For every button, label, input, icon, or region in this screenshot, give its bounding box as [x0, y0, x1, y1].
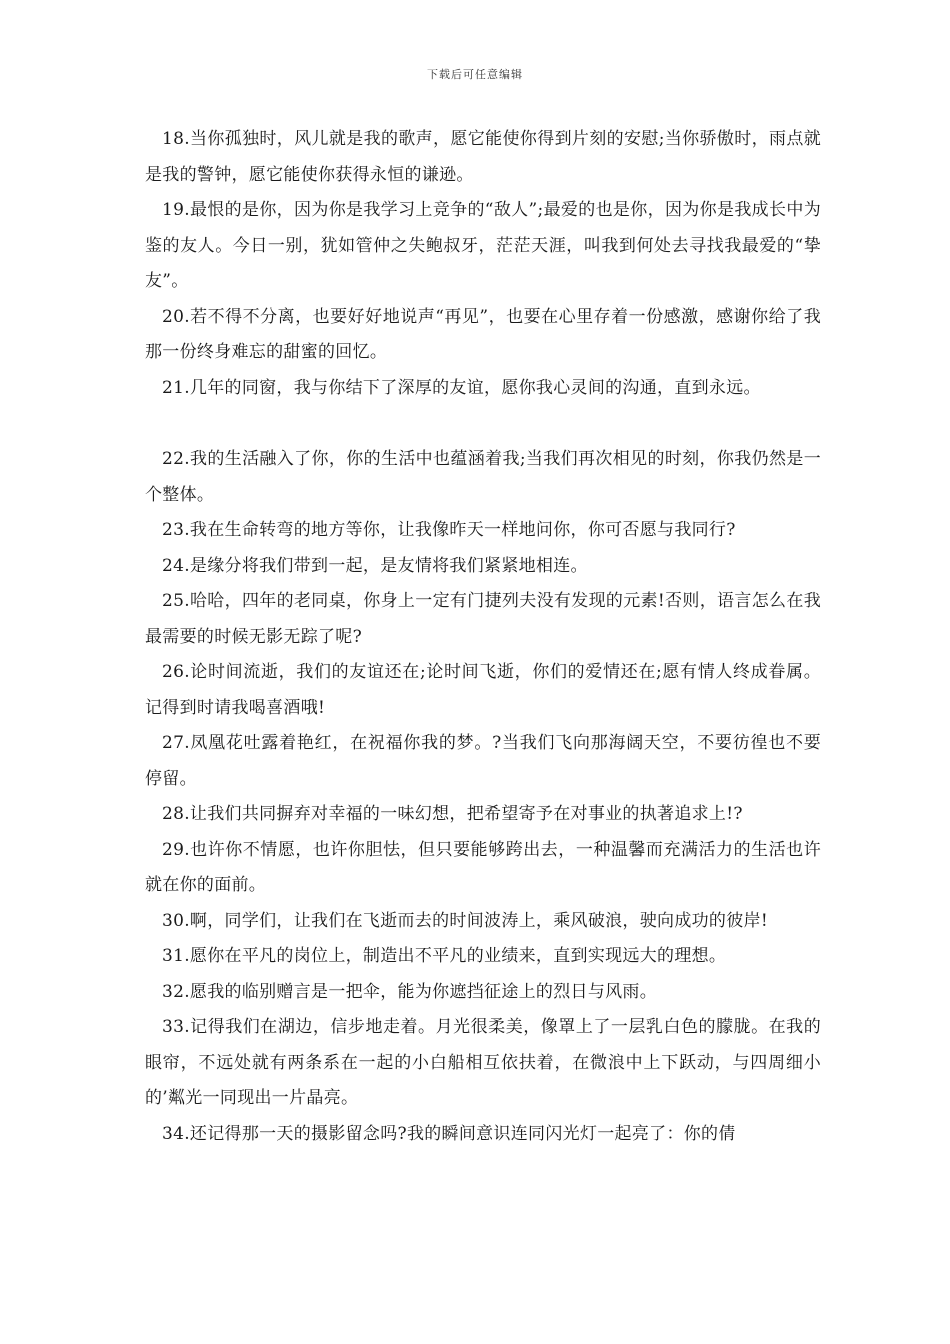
paragraph-29: 29.也许你不情愿，也许你胆怯，但只要能够跨出去，一种温馨而充满活力的生活也许就在你的面前。: [145, 839, 821, 895]
paragraph-26: 26.论时间流逝，我们的友谊还在;论时间飞逝，你们的爱情还在;愿有情人终成眷属。记得到时请我喝喜酒哦!: [145, 662, 821, 718]
paragraph-33: 33.记得我们在湖边，信步地走着。月光很柔美，像罩上了一层乳白色的朦胧。在我的眼帘，不远处就有两条系在一起的小白船相互依扶着，在微浪中上下跃动，与四周细小的’粼光一同现出一片晶亮。: [145, 1017, 821, 1108]
paragraph-32: 32.愿我的临别赠言是一把伞，能为你遮挡征途上的烈日与风雨。: [162, 981, 658, 1002]
paragraph-23: 23.我在生命转弯的地方等你，让我像昨天一样地问你，你可否愿与我同行?: [162, 520, 736, 540]
paragraph-19: 19.最恨的是你，因为你是我学习上竞争的“敌人”;最爱的也是你，因为你是我成长中为鉴的友人。今日一别，犹如管仲之失鲍叔牙，茫茫天涯，叫我到何处去寻找我最爱的“挚友”。: [145, 200, 821, 291]
paragraph-22: 22.我的生活融入了你，你的生活中也蕴涵着我;当我们再次相见的时刻，你我仍然是一个整体。: [145, 449, 821, 505]
paragraph-25: 25.哈哈，四年的老同桌，你身上一定有门捷列夫没有发现的元素!否则，语言怎么在我最需要的时候无影无踪了呢?: [145, 591, 821, 647]
paragraph-31: 31.愿你在平凡的岗位上，制造出不平凡的业绩来，直到实现远大的理想。: [162, 946, 727, 966]
paragraph-18: 18.当你孤独时，风儿就是我的歌声，愿它能使你得到片刻的安慰;当你骄傲时，雨点就是我的警钟，愿它能使你获得永恒的谦逊。: [145, 129, 821, 185]
document-body: [145, 122, 821, 1152]
paragraph-28: 28.让我们共同摒弃对幸福的一味幻想，把希望寄予在对事业的执著追求上!?: [162, 804, 743, 824]
paragraph-27: 27.凤凰花吐露着艳红，在祝福你我的梦。?当我们飞向那海阔天空，不要彷徨也不要停留。: [145, 733, 821, 789]
paragraph-20: 20.若不得不分离，也要好好地说声“再见”，也要在心里存着一份感激，感谢你给了我那一份终身难忘的甜蜜的回忆。: [145, 306, 821, 362]
paragraph-24: 24.是缘分将我们带到一起，是友情将我们紧紧地相连。: [162, 555, 588, 576]
page-header: 下载后可任意编辑: [427, 68, 523, 81]
paragraph-30: 30.啊，同学们，让我们在飞逝而去的时间波涛上，乘风破浪，驶向成功的彼岸!: [162, 910, 768, 931]
paragraph-34: 34.还记得那一天的摄影留念吗?我的瞬间意识连同闪光灯一起亮了：你的倩: [162, 1123, 736, 1144]
paragraph-spacer: [145, 406, 821, 442]
paragraph-21: 21.几年的同窗，我与你结下了深厚的友谊，愿你我心灵间的沟通，直到永远。: [162, 377, 761, 398]
